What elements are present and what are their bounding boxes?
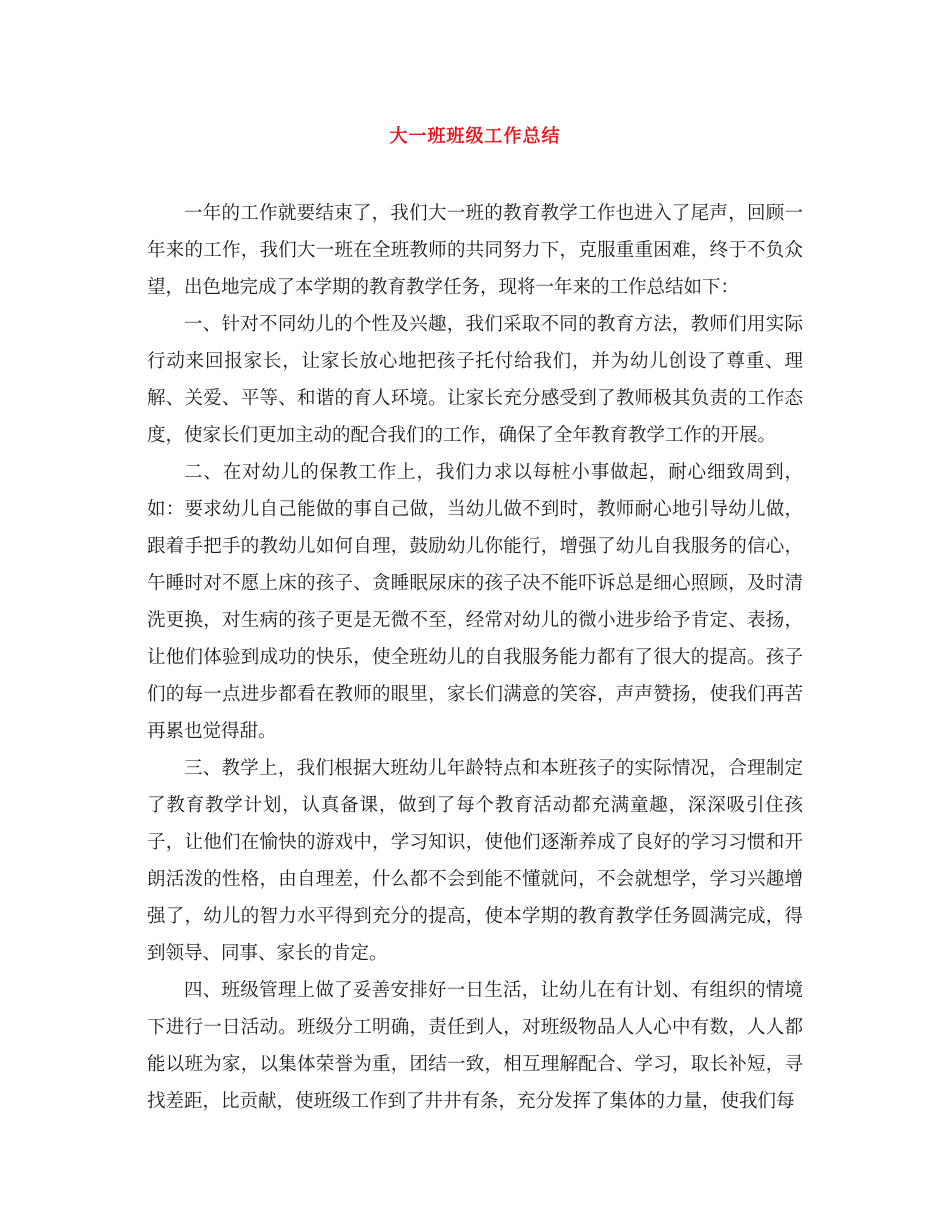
document-title: 大一班班级工作总结 — [389, 126, 561, 147]
paragraph-section-3: 三、教学上，我们根据大班幼儿年龄特点和本班孩子的实际情况，合理制定了教育教学计划，认真备课，做到了每个教育活动都充满童趣，深深吸引住孩子，让他们在愉快的游戏中，学习知识，使他们逐渐养成了良好的学习习惯和开朗活泼的性格，由自理差，什么都不会到能不懂就问，不会就想学，学习兴趣增强了，幼儿的智力水平得到充分的提高，使本学期的教育教学任务圆满完成，得到领导、同事、家长的肯定。 — [147, 758, 803, 964]
document-body — [147, 195, 803, 1120]
paragraph-section-4: 四、班级管理上做了妥善安排好一日生活，让幼儿在有计划、有组织的情境下进行一日活动。班级分工明确，责任到人，对班级物品人人心中有数，人人都能以班为家，以集体荣誉为重，团结一致，相互理解配合、学习，取长补短，寻找差距，比贡献，使班级工作到了井井有条，充分发挥了集体的力量，使我们每 — [147, 980, 803, 1112]
paragraph-section-2: 二、在对幼儿的保教工作上，我们力求以每桩小事做起，耐心细致周到，如：要求幼儿自己能做的事自己做，当幼儿做不到时，教师耐心地引导幼儿做，跟着手把手的教幼儿如何自理，鼓励幼儿你能行，增强了幼儿自我服务的信心，午睡时对不愿上床的孩子、贪睡眠尿床的孩子决不能吓诉总是细心照顾，及时清洗更换，对生病的孩子更是无微不至，经常对幼儿的微小进步给予肯定、表扬，让他们体验到成功的快乐，使全班幼儿的自我服务能力都有了很大的提高。孩子们的每一点进步都看在教师的眼里，家长们满意的笑容，声声赞扬，使我们再苦再累也觉得甜。 — [147, 462, 803, 742]
paragraph-intro: 一年的工作就要结束了，我们大一班的教育教学工作也进入了尾声，回顾一年来的工作，我们大一班在全班教师的共同努力下，克服重重困难，终于不负众望，出色地完成了本学期的教育教学任务，现将一年来的工作总结如下： — [147, 203, 803, 298]
paragraph-section-1: 一、针对不同幼儿的个性及兴趣，我们采取不同的教育方法，教师们用实际行动来回报家长，让家长放心地把孩子托付给我们，并为幼儿创设了尊重、理解、关爱、平等、和谐的育人环境。让家长充分感受到了教师极其负责的工作态度，使家长们更加主动的配合我们的工作，确保了全年教育教学工作的开展。 — [147, 314, 803, 446]
